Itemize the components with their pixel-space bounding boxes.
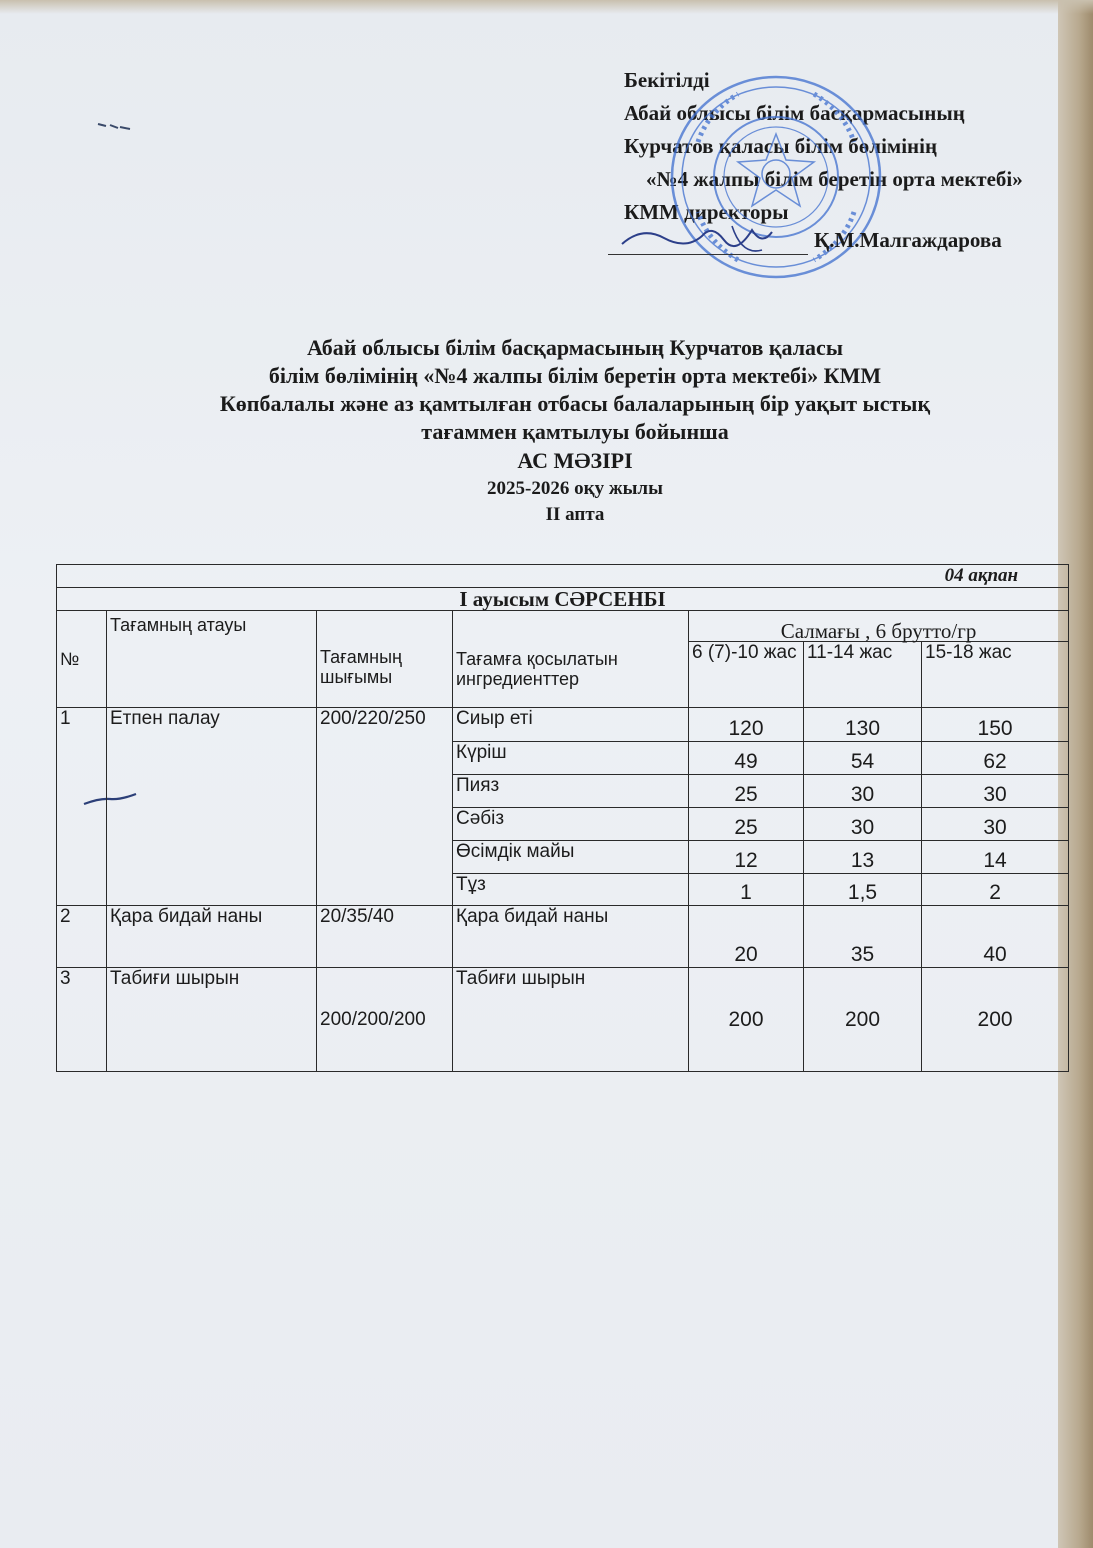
ingredient-value: 1,5 (804, 874, 922, 906)
document-title (160, 334, 990, 528)
ingredient-value: 40 (922, 906, 1069, 968)
header-dish-name: Тағамның атауы (107, 611, 317, 708)
header-dish-yield: Тағамның шығымы (317, 611, 453, 708)
dish-no: 1 (57, 708, 107, 906)
title-line: тағаммен қамтылуы бойынша (421, 419, 729, 444)
menu-heading: АС МӘЗІРІ (517, 448, 633, 473)
ingredient-name: Күріш (453, 742, 689, 775)
ingredient-value: 49 (689, 742, 804, 775)
header-row (57, 611, 1069, 642)
dish-name: Қара бидай наны (107, 906, 317, 968)
school-year: 2025-2026 оқу жылы (487, 478, 663, 499)
header-age-15-18: 15-18 жас (922, 642, 1069, 708)
ingredient-name: Пияз (453, 775, 689, 808)
ingredient-value: 20 (689, 906, 804, 968)
ingredient-value: 30 (922, 808, 1069, 841)
table-row (57, 968, 1069, 1072)
ingredient-name: Табиғи шырын (453, 968, 689, 1072)
header-ingredients: Тағамға қосылатын ингредиенттер (453, 611, 689, 708)
ingredient-value: 120 (689, 708, 804, 742)
ingredient-value: 130 (804, 708, 922, 742)
signature-line (608, 254, 808, 255)
table-row (57, 906, 1069, 968)
title-line: білім бөлімінің «№4 жалпы білім беретін орта мектебі» КММ (268, 363, 882, 388)
ingredient-value: 2 (922, 874, 1069, 906)
approval-line: Абай облысы білім басқармасының (624, 101, 965, 125)
ingredient-value: 150 (922, 708, 1069, 742)
approval-line: «№4 жалпы білім беретін орта мектебі» (646, 167, 1023, 191)
ingredient-value: 30 (804, 808, 922, 841)
ingredient-value: 25 (689, 775, 804, 808)
approval-line: Бекітілді (624, 68, 710, 92)
header-no: № (57, 611, 107, 708)
header-age-6-10: 6 (7)-10 жас (689, 642, 804, 708)
pen-mark (96, 118, 136, 134)
shift-day: І ауысым СӘРСЕНБІ (57, 588, 1069, 611)
ingredient-value: 14 (922, 841, 1069, 874)
ingredient-value: 13 (804, 841, 922, 874)
menu-table (56, 564, 1069, 1072)
dish-yield: 200/200/200 (317, 968, 453, 1072)
header-weight: Салмағы , 6 брутто/гр (689, 611, 1069, 642)
ingredient-value: 200 (922, 968, 1069, 1072)
ingredient-name: Тұз (453, 874, 689, 906)
ingredient-value: 25 (689, 808, 804, 841)
dish-no: 3 (57, 968, 107, 1072)
date-row (57, 565, 1069, 588)
dish-name: Табиғи шырын (107, 968, 317, 1072)
approval-line: Курчатов қаласы білім бөлімінің (624, 134, 938, 158)
ingredient-value: 200 (804, 968, 922, 1072)
ingredient-name: Сиыр еті (453, 708, 689, 742)
signature-icon (612, 206, 812, 266)
dish-yield: 20/35/40 (317, 906, 453, 968)
paper-top-shadow (0, 0, 1093, 14)
menu-date: 04 ақпан (57, 565, 1069, 588)
table-row (57, 708, 1069, 742)
ingredient-name: Сәбіз (453, 808, 689, 841)
title-line: Абай облысы білім басқармасының Курчатов қаласы (307, 335, 843, 360)
dish-no: 2 (57, 906, 107, 968)
shift-row (57, 588, 1069, 611)
title-line: Көпбалалы және аз қамтылған отбасы балаларының бір уақыт ыстық (219, 391, 931, 416)
ingredient-value: 1 (689, 874, 804, 906)
ingredient-value: 54 (804, 742, 922, 775)
approval-line: КММ директоры (624, 200, 789, 224)
ingredient-value: 30 (804, 775, 922, 808)
header-age-11-14: 11-14 жас (804, 642, 922, 708)
dish-yield: 200/220/250 (317, 708, 453, 906)
ingredient-value: 30 (922, 775, 1069, 808)
signer-name: Қ.М.Малгаждарова (814, 228, 1002, 252)
ingredient-value: 200 (689, 968, 804, 1072)
ingredient-name: Өсімдік майы (453, 841, 689, 874)
ingredient-value: 12 (689, 841, 804, 874)
ingredient-name: Қара бидай наны (453, 906, 689, 968)
week-label: ІІ апта (545, 504, 605, 525)
ingredient-value: 35 (804, 906, 922, 968)
ingredient-value: 62 (922, 742, 1069, 775)
dish-name: Етпен палау (107, 708, 317, 906)
